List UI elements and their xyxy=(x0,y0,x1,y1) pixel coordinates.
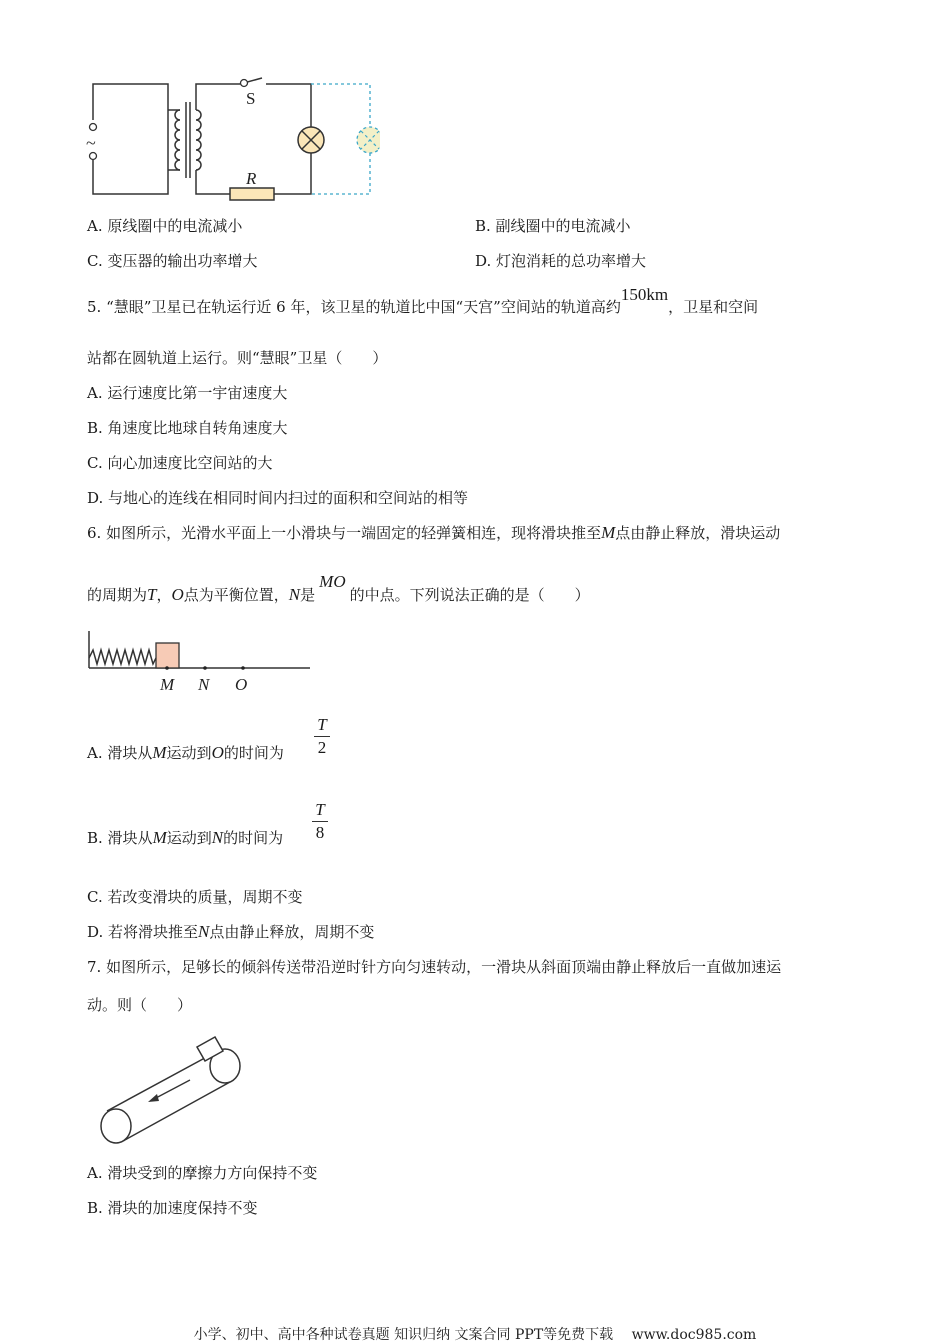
var-n: N xyxy=(288,585,301,604)
q4-option-c: C. 变压器的输出功率增大 xyxy=(87,252,258,270)
q4-option-d: D. 灯泡消耗的总功率增大 xyxy=(475,252,647,270)
var-n: N xyxy=(211,828,224,847)
q7-option-a: A. 滑块受到的摩擦力方向保持不变 xyxy=(87,1164,318,1182)
fraction-t-over-2 xyxy=(314,716,330,757)
transformer-circuit-figure xyxy=(80,72,380,207)
spring-block-figure xyxy=(84,628,316,694)
conveyor-belt-figure xyxy=(96,1025,251,1150)
q6-option-text: 的时间为 xyxy=(223,829,284,847)
q6-option-text: D. 若将滑块推至 xyxy=(87,923,199,941)
q6-option-text: A. 滑块从 xyxy=(87,744,153,762)
q5-option-c: C. 向心加速度比空间站的大 xyxy=(87,454,273,472)
q7-stem-line1: 7. 如图所示，足够长的倾斜传送带沿逆时针方向匀速转动，一滑块从斜面顶端由静止释放后一直做加速运 xyxy=(87,958,782,976)
page-footer: 小学、初中、高中各种试卷真题 知识归纳 文案合同 PPT等免费下载 www.doc985.com xyxy=(193,1327,757,1343)
q5-option-a: A. 运行速度比第一宇宙速度大 xyxy=(87,384,288,402)
q5-stem-part1: 5. “慧眼”卫星已在轨运行近 6 年，该卫星的轨道比中国“天宫”空间站的轨道高约 xyxy=(87,298,621,316)
ac-source-symbol: ~ xyxy=(86,133,96,153)
fraction-numerator: T xyxy=(317,715,327,734)
resistor-label: R xyxy=(246,169,257,188)
q6-stem-text: 的中点。下列说法正确的是（ ） xyxy=(349,586,590,604)
q6-stem-text: 6. 如图所示，光滑水平面上一小滑块与一端固定的轻弹簧相连，现将滑块推至 xyxy=(87,524,602,542)
q6-option-a xyxy=(87,743,284,763)
q4-option-b: B. 副线圈中的电流减小 xyxy=(475,217,631,235)
q6-stem-text: ， xyxy=(156,586,172,604)
q5-stem-line2: 站都在圆轨道上运行。则“慧眼”卫星（ ） xyxy=(87,349,388,367)
q5-option-b: B. 角速度比地球自转角速度大 xyxy=(87,419,288,437)
point-label-m: M xyxy=(160,675,175,694)
q6-option-text: 运动到 xyxy=(166,744,212,762)
q5-option-d: D. 与地心的连线在相同时间内扫过的面积和空间站的相等 xyxy=(87,489,469,507)
fraction-denominator: 8 xyxy=(315,823,325,842)
fraction-numerator: T xyxy=(315,800,325,819)
switch-label: S xyxy=(246,89,256,108)
q6-stem-text: 的周期为 xyxy=(87,586,148,604)
q6-option-text: B. 滑块从 xyxy=(87,829,153,847)
var-n: N xyxy=(198,922,210,941)
q6-option-text: 点由静止释放，周期不变 xyxy=(209,923,375,941)
var-m: M xyxy=(601,523,616,542)
q6-stem-text: 点由静止释放，滑块运动 xyxy=(615,524,781,542)
q7-option-b: B. 滑块的加速度保持不变 xyxy=(87,1199,258,1217)
fraction-t-over-8 xyxy=(312,801,328,842)
q6-option-d xyxy=(87,922,374,942)
q5-stem-line1 xyxy=(87,285,759,317)
q6-option-text: 的时间为 xyxy=(223,744,284,762)
q6-option-b xyxy=(87,828,283,848)
q5-stem-part2: ，卫星和空间 xyxy=(668,298,759,316)
q6-option-text: 运动到 xyxy=(166,829,212,847)
q6-stem-text: 点为平衡位置， xyxy=(183,586,289,604)
var-m: M xyxy=(152,743,167,762)
q4-option-a: A. 原线圈中的电流减小 xyxy=(87,217,243,235)
var-t: T xyxy=(147,585,157,604)
point-label-n: N xyxy=(198,675,210,694)
q6-stem-line2 xyxy=(87,572,590,605)
q6-stem-text: 是 xyxy=(300,586,316,604)
q5-height-value: 150km xyxy=(620,285,669,304)
segment-mo: MO xyxy=(319,572,346,591)
var-o: O xyxy=(171,585,184,604)
q6-option-c: C. 若改变滑块的质量，周期不变 xyxy=(87,888,303,906)
var-o: O xyxy=(211,743,224,762)
point-label-o: O xyxy=(235,675,248,694)
var-m: M xyxy=(152,828,167,847)
q7-stem-line2: 动。则（ ） xyxy=(87,996,193,1014)
fraction-denominator: 2 xyxy=(317,738,327,757)
q6-stem-line1 xyxy=(87,523,780,543)
